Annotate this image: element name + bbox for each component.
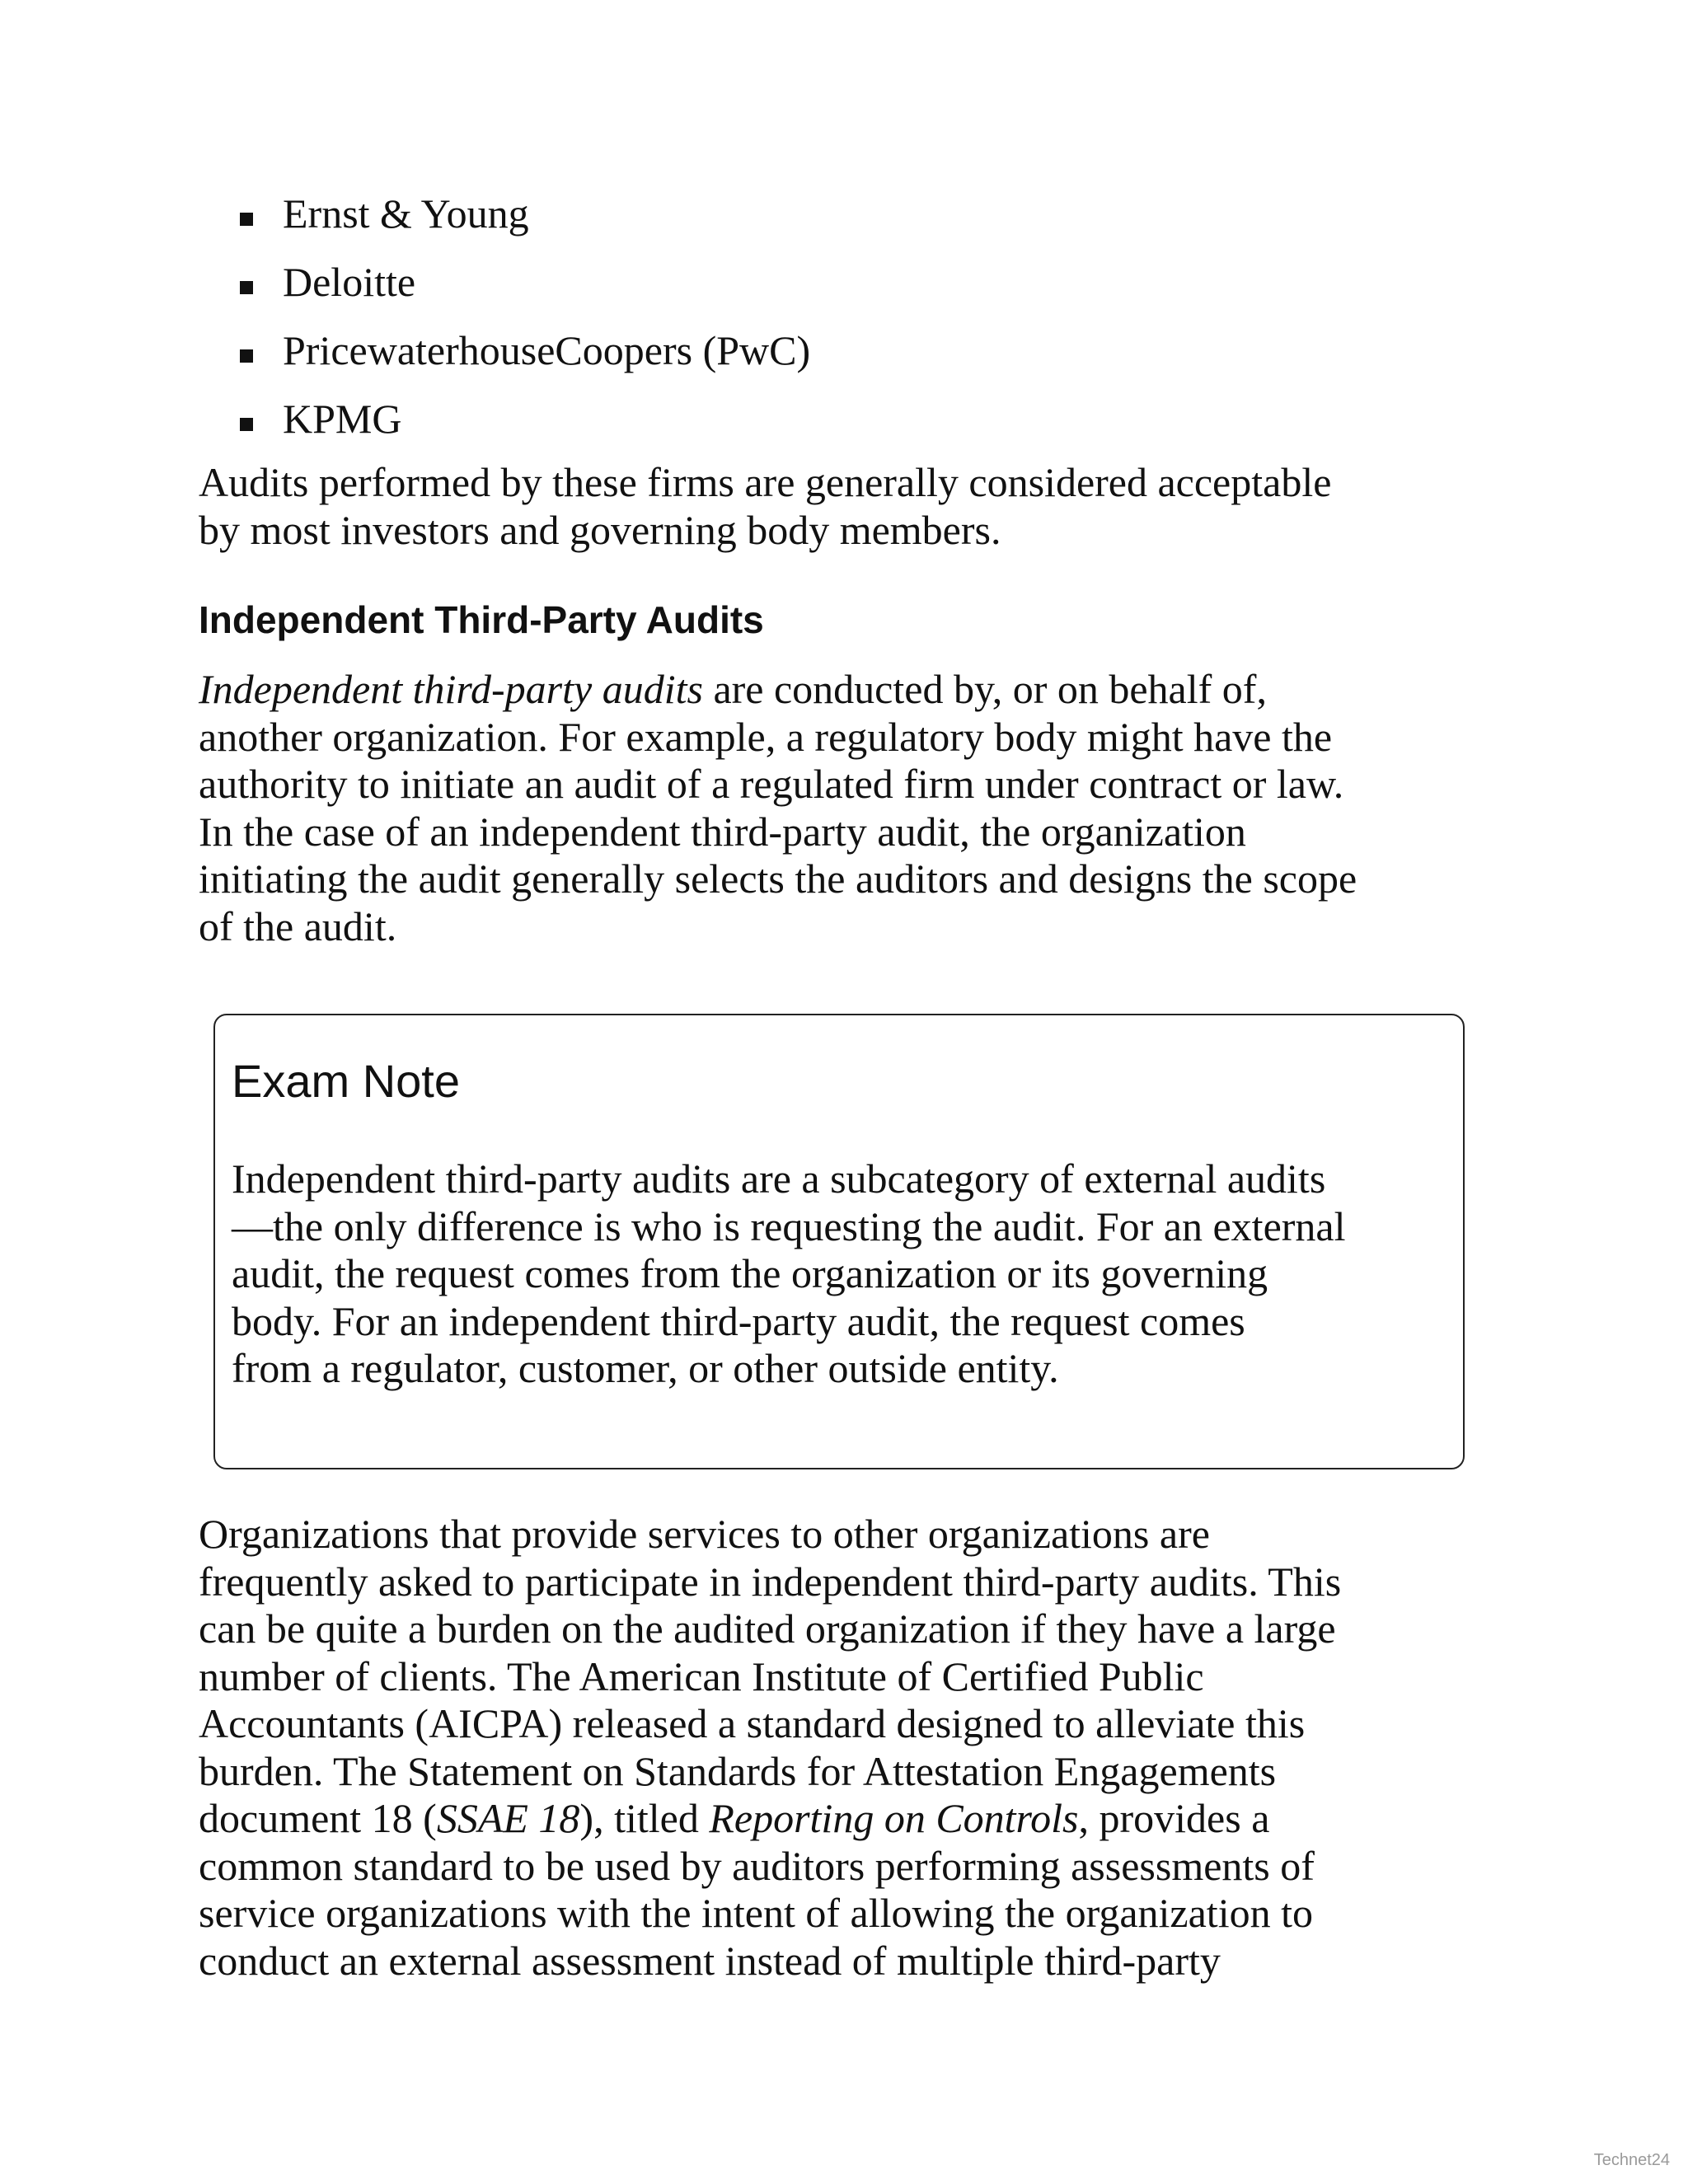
emphasized-term: Independent third-party audits: [199, 666, 703, 712]
intro-paragraph: [199, 459, 1484, 554]
paragraph-line: number of clients. The American Institute of Certified Public: [199, 1652, 1204, 1699]
square-bullet-icon: [240, 281, 253, 294]
paragraph-line: common standard to be used by auditors performing assessments of: [199, 1842, 1315, 1889]
closing-paragraph: [199, 1511, 1484, 1985]
paragraph-line: by most investors and governing body members.: [199, 506, 1001, 553]
paragraph-line: from a regulator, customer, or other outside entity.: [232, 1345, 1059, 1391]
paragraph-line: are conducted by, or on behalf of,: [702, 666, 1267, 712]
big-four-firm-list: [199, 190, 1484, 443]
paragraph-line: —the only difference is who is requesting the audit. For an external: [232, 1202, 1346, 1249]
paragraph-line: audit, the request comes from the organization or its governing: [232, 1250, 1268, 1296]
paragraph-line: ), titled: [579, 1795, 710, 1841]
paragraph-line: service organizations with the intent of allowing the organization to: [199, 1890, 1313, 1936]
square-bullet-icon: [240, 418, 253, 431]
document-page: [199, 190, 1484, 1985]
firm-name: Deloitte: [283, 259, 416, 305]
exam-note-title: Exam Note: [232, 1055, 460, 1107]
paragraph-line: Accountants (AICPA) released a standard designed to alleviate this: [199, 1700, 1306, 1746]
paragraph-line: burden. The Statement on Standards for Attestation Engagements: [199, 1747, 1277, 1794]
paragraph-line: frequently asked to participate in independent third-party audits. This: [199, 1558, 1342, 1605]
paragraph-line: In the case of an independent third-party audit, the organization: [199, 808, 1246, 855]
firm-name: PricewaterhouseCoopers (PwC): [283, 327, 811, 373]
paragraph-line: of the audit.: [199, 902, 397, 949]
watermark-text: Technet24: [1593, 2151, 1670, 2169]
paragraph-line: another organization. For example, a regulatory body might have the: [199, 713, 1333, 760]
paragraph-line: body. For an independent third-party audit, the request comes: [232, 1297, 1245, 1344]
firm-name: KPMG: [283, 396, 402, 442]
paragraph-line: , provides a: [1078, 1795, 1270, 1841]
list-item: [240, 190, 1484, 237]
square-bullet-icon: [240, 349, 253, 363]
paragraph-line: initiating the audit generally selects the auditors and designs the scope: [199, 855, 1357, 902]
square-bullet-icon: [240, 213, 253, 226]
exam-note-box: [213, 1014, 1465, 1469]
section-heading: Independent Third-Party Audits: [199, 598, 764, 641]
paragraph-line: can be quite a burden on the audited organization if they have a large: [199, 1605, 1336, 1652]
paragraph-line: document 18 (: [199, 1795, 437, 1841]
list-item: [240, 258, 1484, 306]
section-paragraph: [199, 666, 1484, 950]
emphasized-term: SSAE 18: [436, 1795, 580, 1841]
list-item: [240, 395, 1484, 443]
paragraph-line: authority to initiate an audit of a regulated firm under contract or law.: [199, 761, 1344, 807]
exam-note-text: [232, 1155, 1447, 1393]
list-item: [240, 326, 1484, 374]
paragraph-line: Organizations that provide services to other organizations are: [199, 1511, 1210, 1557]
paragraph-line: conduct an external assessment instead of multiple third-party: [199, 1937, 1221, 1984]
paragraph-line: Independent third-party audits are a subcategory of external audits: [232, 1155, 1326, 1202]
paragraph-line: Audits performed by these firms are generally considered acceptable: [199, 459, 1332, 505]
firm-name: Ernst & Young: [283, 190, 529, 237]
emphasized-term: Reporting on Controls: [709, 1795, 1079, 1841]
